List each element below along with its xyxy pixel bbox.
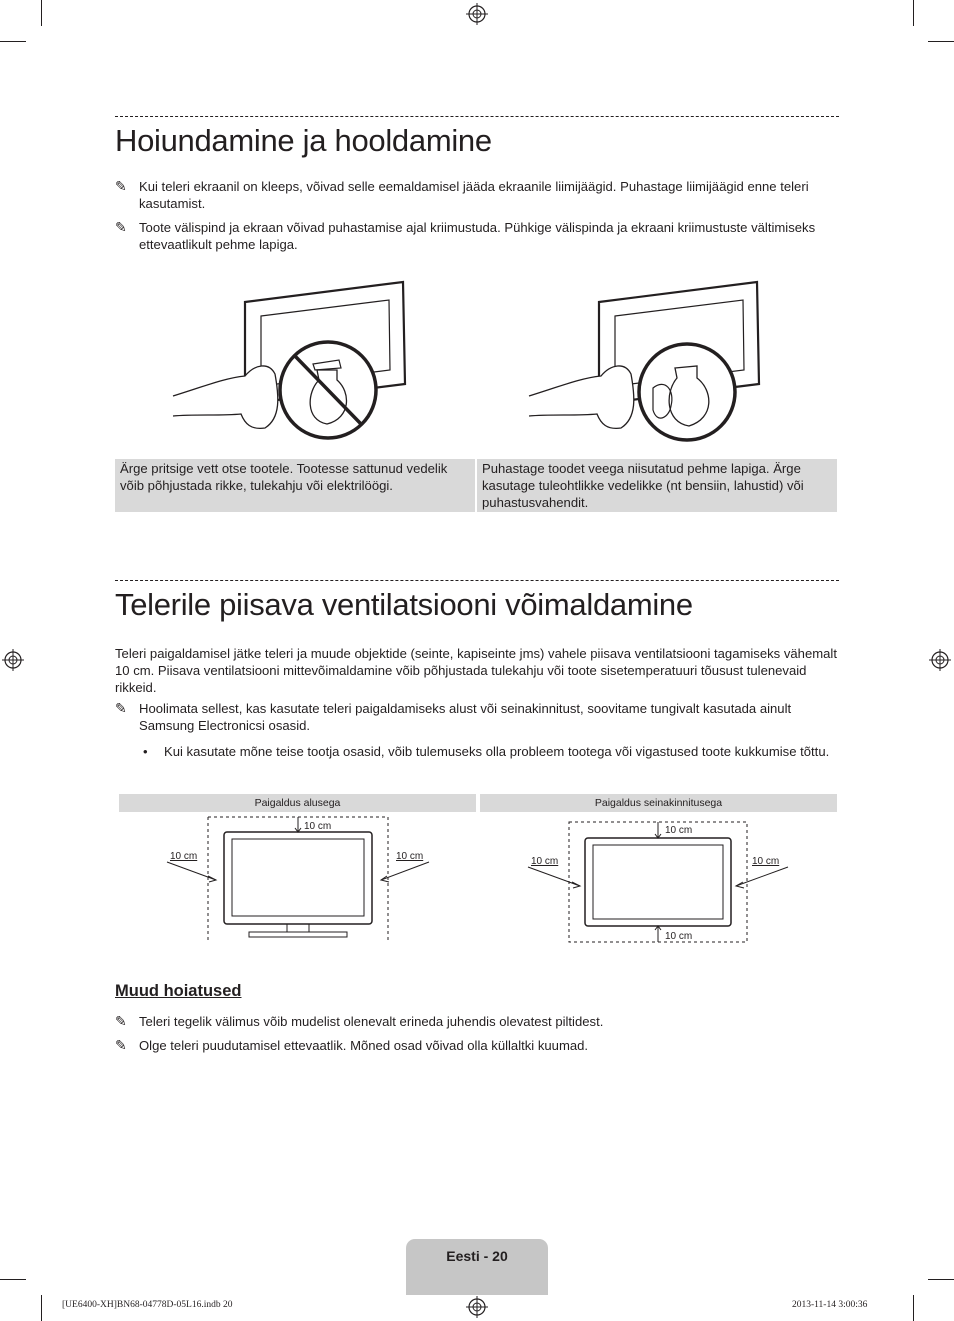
wall-installation-diagram — [480, 812, 837, 947]
bullet-text: Kui kasutate mõne teise tootja osasid, võib tulemuseks olla probleem tootega või vigastused toote kukkumise tõttu. — [164, 744, 830, 759]
crop-mark — [0, 1279, 26, 1280]
registration-mark-icon — [466, 1296, 488, 1318]
crop-mark — [0, 41, 26, 42]
crop-mark — [928, 41, 954, 42]
distance-top: 10 cm — [304, 821, 332, 832]
distance-right: 10 cm — [396, 851, 424, 862]
note-icon: ✎ — [115, 1037, 127, 1053]
bullet-icon: • — [143, 744, 148, 759]
section-title: Hoiundamine ja hooldamine — [115, 123, 492, 158]
section-title: Telerile piisava ventilatsiooni võimaldamine — [115, 587, 693, 622]
distance-left: 10 cm — [531, 856, 559, 867]
crop-mark — [928, 1279, 954, 1280]
registration-mark-icon — [466, 3, 488, 25]
section-divider — [115, 580, 839, 581]
registration-mark-icon — [2, 649, 24, 671]
tv-cleaning-prohibited-illustration — [165, 278, 420, 448]
note-text: Hoolimata sellest, kas kasutate teleri paigaldamiseks alust või seinakinnitust, soovitame tungivalt kasutada ainult Samsung Electronicsi osasid. — [139, 701, 792, 733]
registration-mark-icon — [929, 649, 951, 671]
diagram-label-wall: Paigaldus seinakinnitusega — [480, 794, 837, 812]
footer-file: [UE6400-XH]BN68-04778D-05L16.indb 20 — [62, 1300, 233, 1310]
distance-left: 10 cm — [170, 851, 198, 862]
page-number-tab — [406, 1239, 548, 1295]
subsection-heading: Muud hoiatused — [115, 982, 242, 1000]
note-icon: ✎ — [115, 700, 127, 716]
distance-top: 10 cm — [665, 825, 693, 836]
note-icon: ✎ — [115, 219, 127, 235]
page-number: Eesti - 20 — [446, 1248, 508, 1264]
note-icon: ✎ — [115, 1013, 127, 1029]
section-divider — [115, 116, 839, 117]
tv-cleaning-correct-illustration — [525, 278, 780, 448]
footer-datetime: 2013-11-14 3:00:36 — [792, 1300, 868, 1310]
crop-mark — [41, 1295, 42, 1321]
note-text: Toote välispind ja ekraan võivad puhastamise ajal kriimustuda. Pühkige välispinda ja ekraani kriimustuste vältimiseks ettevaatlikult pehme lapiga. — [139, 220, 816, 252]
intro-paragraph: Teleri paigaldamisel jätke teleri ja muude objektide (seinte, kapiseinte jms) vahele piisava ventilatsiooni tagamiseks vähemalt 10 cm. Piisava ventilatsiooni mittevõimaldamine võib põhjustada tulekahju või toote sisetemperatuuri tõusust tulenevaid rikkeid. — [115, 646, 837, 695]
note-icon: ✎ — [115, 178, 127, 194]
stand-installation-diagram — [119, 812, 476, 947]
note-text: Olge teleri puudutamisel ettevaatlik. Mõned osad võivad olla küllaltki kuumad. — [139, 1038, 589, 1053]
caption-correct: Puhastage toodet veega niisutatud pehme lapiga. Ärge kasutage tuleohtlikke vedelikke (nt bensiin, lahustid) või puhastusvahendit. — [477, 459, 837, 512]
note-text: Teleri tegelik välimus võib mudelist olenevalt erineda juhendis olevatest piltidest. — [139, 1014, 604, 1029]
crop-mark — [913, 1295, 914, 1321]
caption-prohibited: Ärge pritsige vett otse tootele. Tootesse sattunud vedelik võib põhjustada rikke, tulekahju või elektrilöögi. — [115, 459, 475, 512]
distance-bottom: 10 cm — [665, 931, 693, 942]
crop-mark — [913, 0, 914, 26]
note-text: Kui teleri ekraanil on kleeps, võivad selle eemaldamisel jääda ekraanile liimijäägid. Puhastage liimijäägid enne teleri kasutamist. — [139, 179, 809, 211]
crop-mark — [41, 0, 42, 26]
distance-right: 10 cm — [752, 856, 780, 867]
diagram-label-stand: Paigaldus alusega — [119, 794, 476, 812]
